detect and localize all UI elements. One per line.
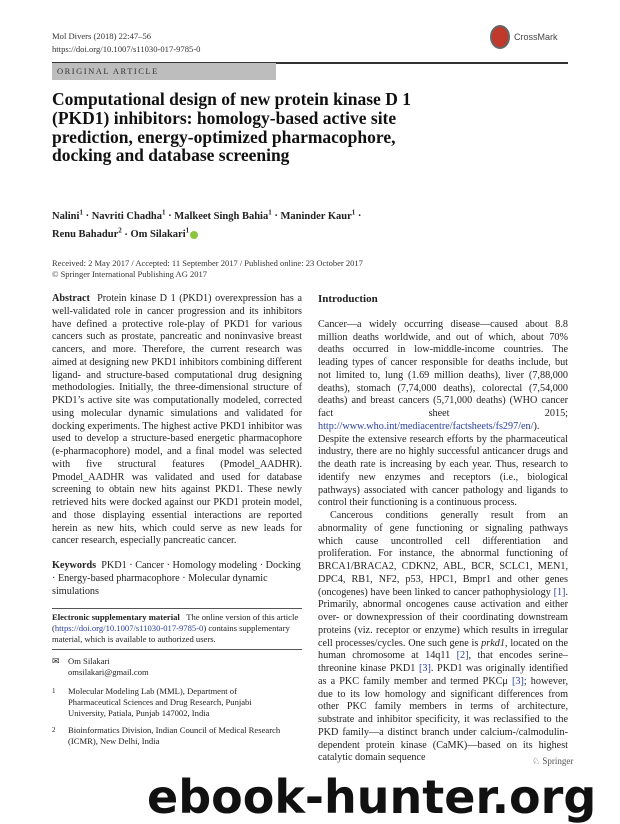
springer-logo: ♘ Springer	[532, 756, 574, 766]
affiliation: 2 Bioinformatics Division, Indian Council of Medical Research (ICMR), New Delhi, India	[52, 725, 302, 747]
citation-link[interactable]: [2]	[456, 650, 469, 662]
crossmark-icon	[490, 25, 510, 49]
right-column	[318, 293, 568, 765]
citation-link[interactable]: [1]	[553, 586, 566, 598]
author-list: Nalini$^1$ · Navriti Chadha$^1$ · Malkeet Singh Bahia$^1$ · Maninder Kaur$^1$ · Renu Bahadur$^2$ · Om Silakari$^1$	[52, 208, 362, 240]
keywords	[52, 560, 302, 598]
journal-header	[52, 30, 200, 56]
doi-link[interactable]: https://doi.org/10.1007/s11030-017-9785-0	[52, 44, 201, 54]
watermark: ebook-hunter.org	[147, 770, 597, 824]
correspondence	[52, 656, 302, 678]
author[interactable]: Nalini$^1$	[52, 208, 83, 222]
springer-horse-icon: ♘	[532, 756, 541, 766]
envelope-icon: ✉	[52, 656, 60, 667]
esm-label: Electronic supplementary material	[52, 612, 180, 623]
keywords-label: Keywords	[52, 560, 97, 571]
dates-line: Received: 2 May 2017 / Accepted: 11 September 2017 / Published online: 23 October 2017	[52, 258, 363, 268]
esm-link[interactable]: https://doi.org/10.1007/s11030-017-9785-0	[54, 623, 204, 634]
author-email[interactable]: omsilakari@gmail.com	[68, 667, 149, 678]
article-title: Computational design of new protein kinase D 1 (PKD1) inhibitors: homology-based active site prediction, energy-optimized pharmacophore, docking and database screening	[52, 89, 411, 166]
abstract-text: Protein kinase D 1 (PKD1) overexpression has a well-validated role in cancer progression and its inhibitors have defined a protective role-play of PKD1 for various cancers such as prostate, pancreatic and noninvasive breast cancers, and more. Therefore, the current research was aimed at designing new PKD1 inhibitors combining different ligand- and structure-based computational drug designing methodologies. Initially, the three-dimensional structure of PKD1’s active site was computationally modeled, corrected using molecular dynamic simulations and validated for docking experiments. The highest active PKD1 inhibitor was used to develop a structure-based energetic pharmacophore (e-pharmacophore) model, and a final model was selected with five structural features (Pmodel_AADHR). Pmodel_AADHR was validated and used for database screening to obtain new hits against PKD1. These newly retrieved hits were docked against our PKD1 protein model, and those displaying essential interactions are reported herein as new hits, which could serve as new leads for cancer research, especially pancreatic cancer.	[52, 293, 302, 547]
abstract	[52, 293, 302, 548]
keywords-text: PKD1 · Cancer · Homology modeling · Docking · Energy-based pharmacophore · Molecular dynamic simulations	[52, 560, 301, 597]
supplementary-material-note: Electronic supplementary material The online version of this article (https://doi.org/10.1007/s11030-017-9785-0) contains supplementary material, which is available to authorized users.	[52, 608, 302, 650]
citation-link[interactable]: [3]	[511, 675, 524, 687]
copyright-line: © Springer International Publishing AG 2017	[52, 269, 207, 279]
left-column	[52, 293, 302, 747]
orcid-icon[interactable]	[190, 231, 198, 239]
author[interactable]: Maninder Kaur$^1$	[280, 208, 356, 222]
crossmark-label: CrossMark	[514, 32, 558, 42]
journal-citation: Mol Divers (2018) 22:47–56	[52, 31, 152, 41]
section-heading-introduction: Introduction	[318, 293, 378, 305]
publication-dates	[52, 258, 363, 280]
intro-paragraph: Cancer—a widely occurring disease—caused about 8.8 million deaths worldwide, and out of which, about 70% deaths occurred in low-middle-income countries. The leading types of cancer responsible for deaths include, but not limited to, lung (1.69 million deaths), liver (7,88,000 deaths), stomach (7,74,000 deaths), colorectal (7,54,000 deaths) and breast cancers (5,71,000 deaths) (WHO cancer fact sheet 2015; http://www.who.int/mediacentre/factsheets/fs297/en/). Despite the extensive research efforts by the pharmaceutical industry, there are no highly successful anticancer drugs and the death rate is increasing by each year. Thus, research to identify new enzymes and receptors (i.e., biological pathways) associated with cancer pathology and ligands to control their functioning is a continuous process.	[318, 318, 568, 509]
who-link[interactable]: http://www.who.int/mediacentre/factsheets/fs297/en/	[318, 420, 534, 432]
author[interactable]: Renu Bahadur$^2$	[52, 226, 122, 240]
corresponding-author: Om Silakari	[68, 656, 110, 667]
crossmark-button[interactable]	[490, 25, 558, 49]
citation-link[interactable]: [3]	[418, 663, 431, 674]
author[interactable]: Malkeet Singh Bahia$^1$	[174, 208, 272, 222]
affiliation-text: Molecular Modeling Lab (MML), Department of Pharmaceutical Sciences and Drug Research, Punjabi University, Patiala, Punjab 147002, India	[68, 686, 252, 719]
affiliation-text: Bioinformatics Division, Indian Council of Medical Research (ICMR), New Delhi, India	[68, 725, 281, 747]
abstract-label: Abstract	[52, 293, 90, 304]
intro-paragraph: Cancerous conditions generally result from an abnormality of gene functioning or signaling pathways which cause uncontrolled cell differentiation and proliferation. For instance, the abnormal functioning of BRCA1/BRACA2, CDKN2, ABL, BCR, SCLC1, MEN1, DPC4, RB1, NF2, p53, HPC1, Bmpr1 and other genes (oncogenes) have been linked to cancer pathophysiology [1]. Primarily, abnormal oncogenes cause activation and either over- or downexpression of their coordinating downstream proteins (viz. receptor or enzyme) which results in irregular cell processes/cycles. One such gene is prkd1, located on the human chromosome at 14q11 [2], that encodes serine–threonine kinase PKD1 [3]. PKD1 was originally identified as a PKC family member and termed PKCμ [3]; however, due to its low homology and significant differences from other PKC family members in terms of architecture, substrate and inhibitor specificity, it was reclassified to the PKD family—a distinct branch under calcium-/calmodulin-dependent protein kinase (CaMK)—based on its highest catalytic domain sequence	[318, 510, 569, 764]
affiliation: 1 Molecular Modeling Lab (MML), Department of Pharmaceutical Sciences and Drug Research, Punjabi University, Patiala, Punjab 147002, India	[52, 686, 302, 719]
author[interactable]: Navriti Chadha$^1$	[91, 208, 166, 222]
article-type-badge: ORIGINAL ARTICLE	[52, 63, 276, 80]
author[interactable]: Om Silakari$^1$	[130, 226, 190, 240]
